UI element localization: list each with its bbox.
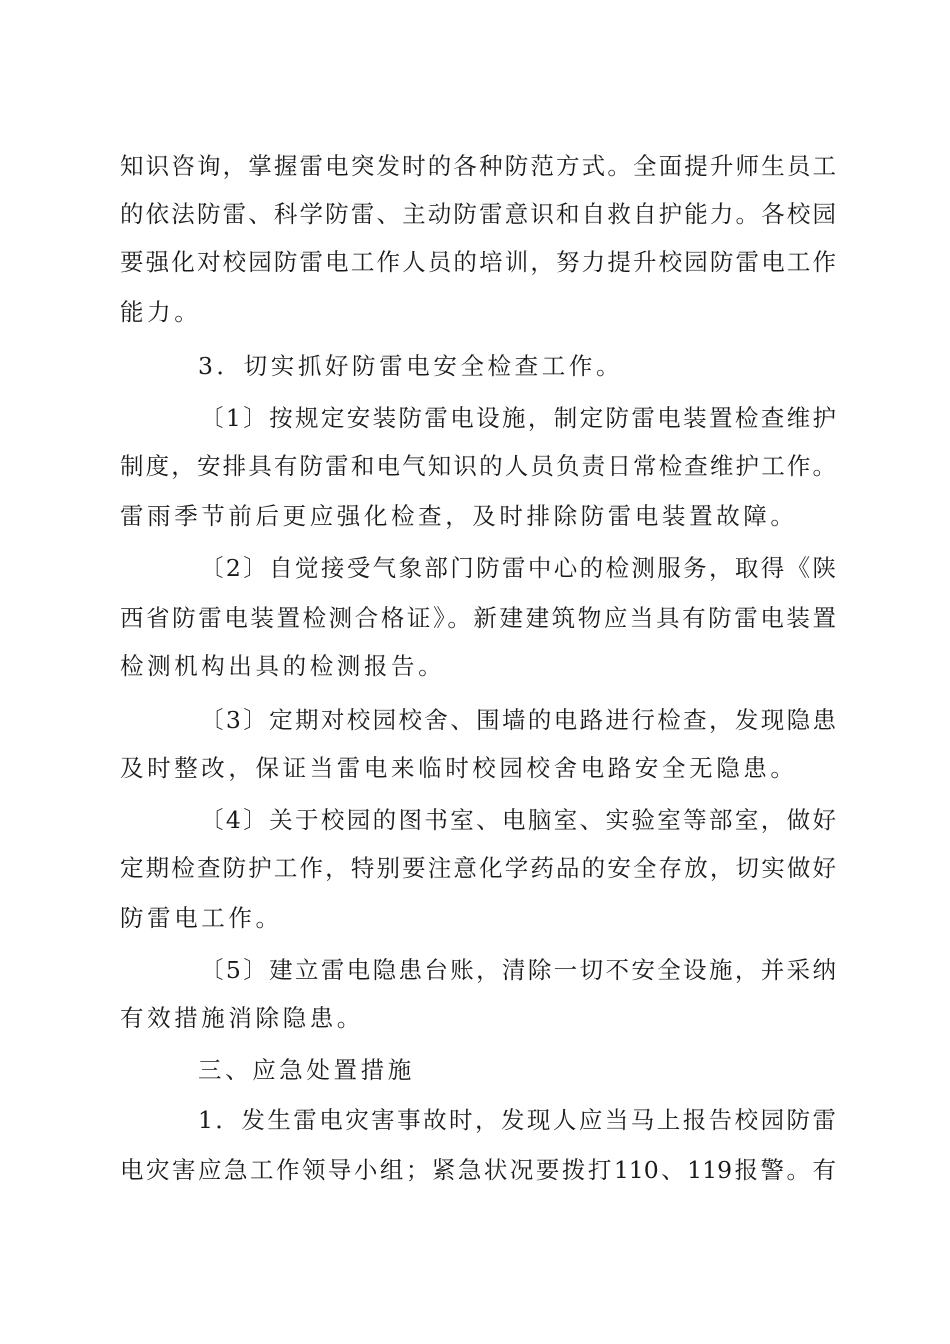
text-line: 〔4〕关于校园的图书室、电脑室、实验室等部室，做好 <box>200 806 836 834</box>
text-line: 雷雨季节前后更应强化检查，及时排除防雷电装置故障。 <box>120 502 798 530</box>
text-line: 要强化对校园防雷电工作人员的培训，努力提升校园防雷电工作 <box>120 248 836 276</box>
text-line: 〔5〕建立雷电隐患台账，清除一切不安全设施，并采纳 <box>200 956 836 984</box>
text-line: 检测机构出具的检测报告。 <box>120 652 446 680</box>
text-line: 〔3〕定期对校园校舍、围墙的电路进行检查，发现隐患 <box>200 706 836 734</box>
text-line: 西省防雷电装置检测合格证》。新建建筑物应当具有防雷电装置 <box>120 604 836 632</box>
text-line: 及时整改，保证当雷电来临时校园校舍电路安全无隐患。 <box>120 754 798 782</box>
text-line: 〔1〕按规定安装防雷电设施，制定防雷电装置检查维护 <box>200 404 836 432</box>
text-line: 制度，安排具有防雷和电气知识的人员负责日常检查维护工作。 <box>120 452 836 480</box>
text-line: 电灾害应急工作领导小组；紧急状况要拨打110、119报警。有 <box>120 1156 836 1184</box>
text-line: 知识咨询，掌握雷电突发时的各种防范方式。全面提升师生员工 <box>120 152 836 180</box>
text-line: 〔2〕自觉接受气象部门防雷中心的检测服务，取得《陕 <box>200 554 836 582</box>
text-line: 定期检查防护工作，特别要注意化学药品的安全存放，切实做好 <box>120 854 836 882</box>
section-heading: 三、应急处置措施 <box>198 1056 415 1084</box>
text-line: 能力。 <box>120 298 202 326</box>
section-heading: 3．切实抓好防雷电安全检查工作。 <box>198 352 624 380</box>
text-line: 防雷电工作。 <box>120 904 283 932</box>
text-line: 的依法防雷、科学防雷、主动防雷意识和自救自护能力。各校园 <box>120 200 836 228</box>
text-line: 有效措施消除隐患。 <box>120 1004 364 1032</box>
text-line: 1．发生雷电灾害事故时，发现人应当马上报告校园防雷 <box>198 1106 836 1134</box>
